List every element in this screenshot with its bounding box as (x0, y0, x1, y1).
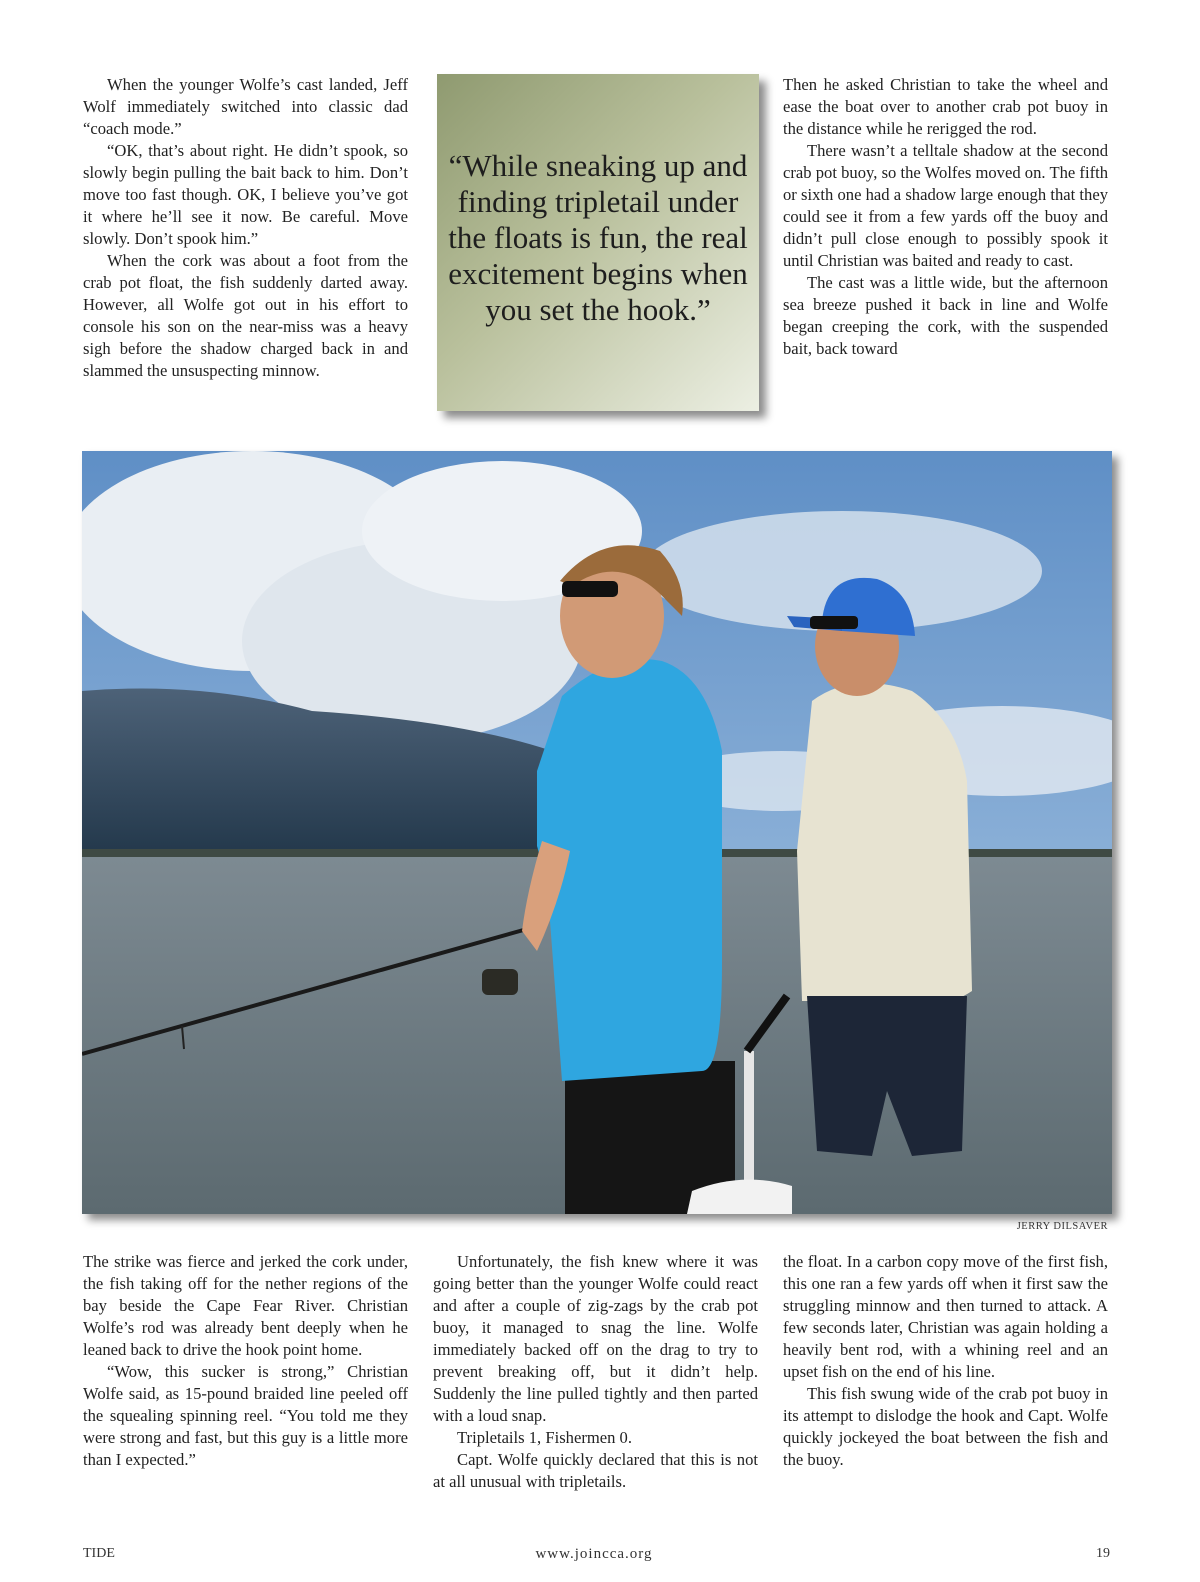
paragraph: “OK, that’s about right. He didn’t spook, so slowly begin pulling the bait back to him. Don’t move too fast though. OK, I believe you’ve got it where he’ll see it now. Be careful. Move slowly. Don’t spook him.” (83, 141, 408, 248)
paragraph: Unfortunately, the fish knew where it was going better than the younger Wolfe could react and after a couple of zig-zags by the crab pot buoy, it managed to snag the line. Wolfe immediately backed off on the drag to try to prevent breaking off, but it didn’t help. Suddenly the line pulled tightly and then parted with a loud snap. (433, 1252, 758, 1425)
paragraph: This fish swung wide of the crab pot buoy in its attempt to dislodge the hook and Capt. Wolfe quickly jockeyed the boat between the fish and the buoy. (783, 1384, 1108, 1469)
paragraph: The cast was a little wide, but the afternoon sea breeze pushed it back in line and Wolfe began creeping the cork, with the suspended bait, back toward (783, 273, 1108, 358)
footer-publication-name: TIDE (83, 1546, 115, 1561)
article-column-top-left (83, 74, 408, 382)
footer-website-link[interactable]: www.joincca.org (535, 1546, 653, 1562)
paragraph: When the cork was about a foot from the crab pot float, the fish suddenly darted away. However, all Wolfe got out in his effort to console his son on the near-miss was a heavy sigh before the shadow charged back in and slammed the unsuspecting minnow. (83, 251, 408, 380)
page-number: 19 (1096, 1546, 1110, 1561)
article-column-top-right (783, 74, 1108, 360)
photo-illustration (82, 451, 1112, 1214)
article-column-bottom-left (83, 1251, 408, 1471)
paragraph: “Wow, this sucker is strong,” Christian Wolfe said, as 15-pound braided line peeled off the squealing spinning reel. “You told me they were strong and fast, but this guy is a little more than I expected.” (83, 1362, 408, 1469)
article-column-bottom-middle (433, 1251, 758, 1493)
pull-quote-box (437, 74, 759, 411)
paragraph: Then he asked Christian to take the wheel and ease the boat over to another crab pot buoy in the distance while he rerigged the rod. (783, 75, 1108, 138)
paragraph: Capt. Wolfe quickly declared that this is not at all unusual with tripletails. (433, 1450, 758, 1491)
paragraph: When the younger Wolfe’s cast landed, Jeff Wolf immediately switched into classic dad “coach mode.” (83, 75, 408, 138)
fishing-photo (82, 451, 1112, 1214)
paragraph: The strike was fierce and jerked the cork under, the fish taking off for the nether regions of the bay beside the Cape Fear River. Christian Wolfe’s rod was already bent deeply when he leaned back to drive the hook point home. (83, 1252, 408, 1359)
paragraph: Tripletails 1, Fishermen 0. (457, 1428, 633, 1447)
article-column-bottom-right (783, 1251, 1108, 1471)
photo-credit: JERRY DILSAVER (1016, 1221, 1108, 1232)
paragraph: There wasn’t a telltale shadow at the second crab pot buoy, so the Wolfes moved on. The fifth or sixth one had a shadow large enough that they could see it from a few yards off the buoy and didn’t pull close enough to possibly spook it until Christian was baited and ready to cast. (783, 141, 1108, 270)
paragraph: the float. In a carbon copy move of the first fish, this one ran a few yards off when it first saw the struggling minnow and then turned to attack. A few seconds later, Christian was again holding a heavily bent rod, with a whining reel and an upset fish on the end of his line. (783, 1252, 1108, 1381)
pull-quote-text: “While sneaking up and finding tripletail under the floats is fun, the real excitement begins when you set the hook.” (448, 147, 748, 327)
